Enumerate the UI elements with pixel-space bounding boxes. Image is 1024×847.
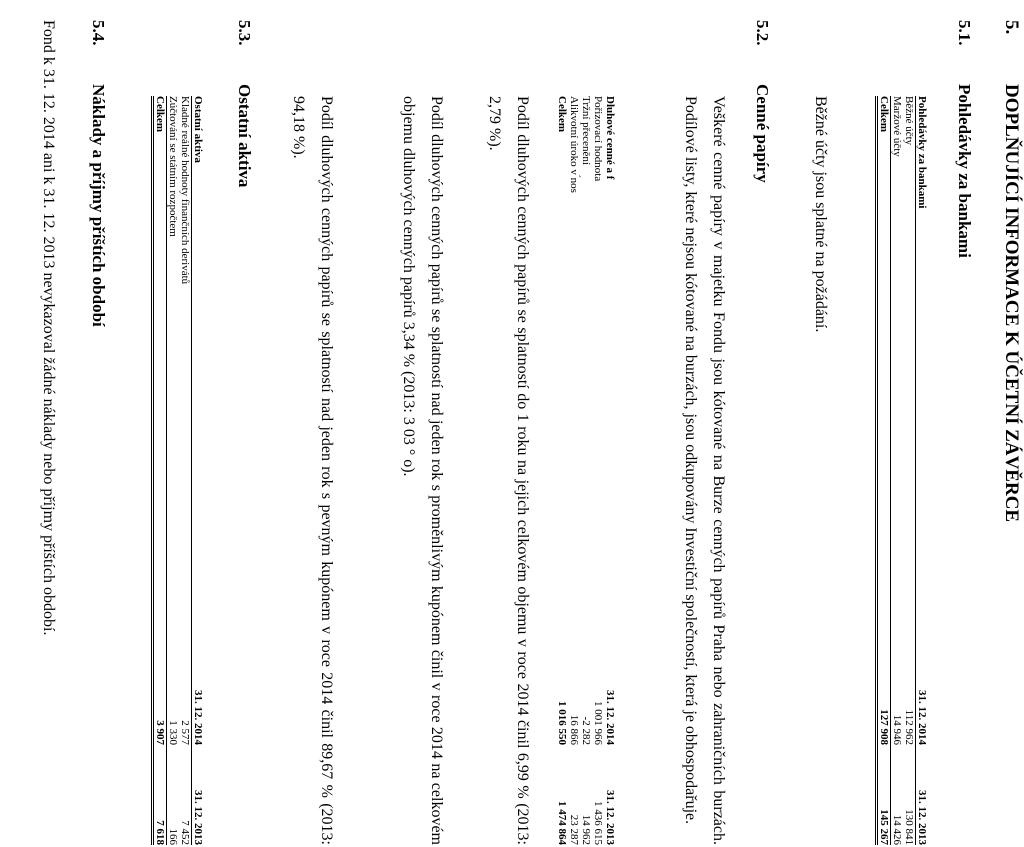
table-header-2013: 31. 12. 2013 xyxy=(604,790,616,845)
table-row xyxy=(891,96,904,845)
securities-paragraph-4: Podíl dluhových cenných papírů se splatností nad jeden rok s pevným kupónem v roce 2014 činil 89,67 % (2013: 94,18 %). xyxy=(290,96,335,845)
debt-securities-table xyxy=(556,96,616,845)
row-value-2014: 2 577 xyxy=(179,720,191,745)
table-total-row xyxy=(877,96,891,845)
total-value-2014: 1 016 550 xyxy=(556,701,568,745)
table-header-label: Dluhové cenné a f xyxy=(604,96,616,180)
section-5-2-title: Cenné papíry xyxy=(753,84,772,183)
table-header-2013: 31. 12. 2013 xyxy=(192,745,205,845)
table-header-row xyxy=(916,96,929,845)
row-value-2013: 7 452 xyxy=(179,820,191,845)
securities-paragraph-1: Veškeré cenné papíry v majetku Fondu jsou kótované na Burze cenných papírů Praha nebo zahraničních burzách. Podílové listy, které nejsou kótované na burzách, jsou odkupovány Investiční společností, která je obhospodařuje. xyxy=(682,96,727,845)
total-label: Celkem xyxy=(153,96,167,637)
table-header-2014: 31. 12. 2014 xyxy=(604,690,616,745)
row-value-2014: 16 866 xyxy=(568,714,580,745)
table-row xyxy=(903,96,916,845)
total-label: Celkem xyxy=(556,96,568,133)
row-value-2014: -2 282 xyxy=(580,716,592,745)
total-label: Celkem xyxy=(877,96,891,637)
row-value-2013: 23 287 xyxy=(568,814,580,845)
row-value-2013: 14 962 xyxy=(580,814,592,845)
other-assets-table xyxy=(151,96,204,845)
table-header-row xyxy=(604,96,616,845)
row-label: Kladné reálné hodnoty finančních derivátů xyxy=(179,96,191,285)
total-value-2013: 1 474 864 xyxy=(556,801,568,845)
section-5-3-number: 5.3. xyxy=(235,20,254,46)
row-value-2013: 14 426 xyxy=(891,814,903,845)
table-total-row xyxy=(556,96,568,845)
total-value-2014: 3 907 xyxy=(153,637,167,745)
row-label: Tržní přecenění xyxy=(580,96,592,165)
table-header-2014: 31. 12. 2014 xyxy=(916,637,929,745)
section-5-3-title: Ostatní aktiva xyxy=(235,84,254,188)
row-label: Pořizovací hodnota xyxy=(592,96,604,182)
row-value-2014: 112 962 xyxy=(903,709,915,745)
table-header-row xyxy=(192,96,205,845)
table-row xyxy=(580,96,592,845)
section-5-4-number: 5.4. xyxy=(89,20,108,46)
section-5-title: DOPLŇUJÍCÍ INFORMACE K ÚČETNÍ ZÁVĚRCE xyxy=(1001,84,1022,523)
table-total-row xyxy=(153,96,167,845)
table-row xyxy=(568,96,580,845)
section-5-1-title: Pohledávky za bankami xyxy=(955,84,974,258)
securities-paragraph-3: Podíl dluhových cenných papírů se splatností nad jeden rok s proměnlivým kupónem činil v roce 2014 na celkovém objemu dluhových cenných papírů 3,34 % (2013: 3 03 ° o). xyxy=(400,96,445,845)
row-value-2013: 130 841 xyxy=(903,809,915,845)
section-5-number: 5. xyxy=(1001,20,1022,35)
row-value-2013: 1 436 615 xyxy=(592,801,604,845)
row-value-2014: 14 946 xyxy=(891,714,903,745)
section-5-4-title: Náklady a příjmy příštích období xyxy=(89,84,108,327)
table-header-label: Ostatní aktiva xyxy=(192,96,205,637)
prepaid-items-paragraph: Fond k 31. 12. 2014 ani k 31. 12. 2013 nevykazoval žádné náklady nebo příjmy příštích období. xyxy=(40,20,57,636)
row-label: Maržové účty xyxy=(891,96,903,157)
table-row xyxy=(592,96,604,845)
row-value-2014: 1 001 966 xyxy=(592,701,604,745)
table-header-label: Pohledávky za bankami xyxy=(916,96,929,637)
section-5-2-number: 5.2. xyxy=(753,20,772,46)
section-5-1-number: 5.1. xyxy=(955,20,974,46)
total-value-2013: 7 618 xyxy=(153,745,167,845)
row-value-2014: 1 330 xyxy=(167,720,179,745)
row-label: Zúčtování se státním rozpočtem xyxy=(167,96,179,237)
securities-paragraph-2: Podíl dluhových cenných papírů se splatností do 1 roku na jejich celkovém objemu v roce 2014 činil 6,99 % (2013: 2,79 %). xyxy=(486,96,531,845)
table-header-2013: 31. 12. 2013 xyxy=(916,745,929,845)
table-row xyxy=(167,96,180,845)
table-row xyxy=(179,96,192,845)
total-value-2014: 127 908 xyxy=(877,637,891,745)
receivables-table xyxy=(875,96,928,845)
row-label: Běžné účty xyxy=(903,96,915,146)
table-header-2014: 31. 12. 2014 xyxy=(192,637,205,745)
row-value-2013: 166 xyxy=(167,828,179,845)
total-value-2013: 145 267 xyxy=(877,745,891,845)
row-label: Alikvotní úroko v ́nos xyxy=(568,96,580,193)
current-accounts-note: Běžné účty jsou splatné na požádání. xyxy=(812,96,829,333)
